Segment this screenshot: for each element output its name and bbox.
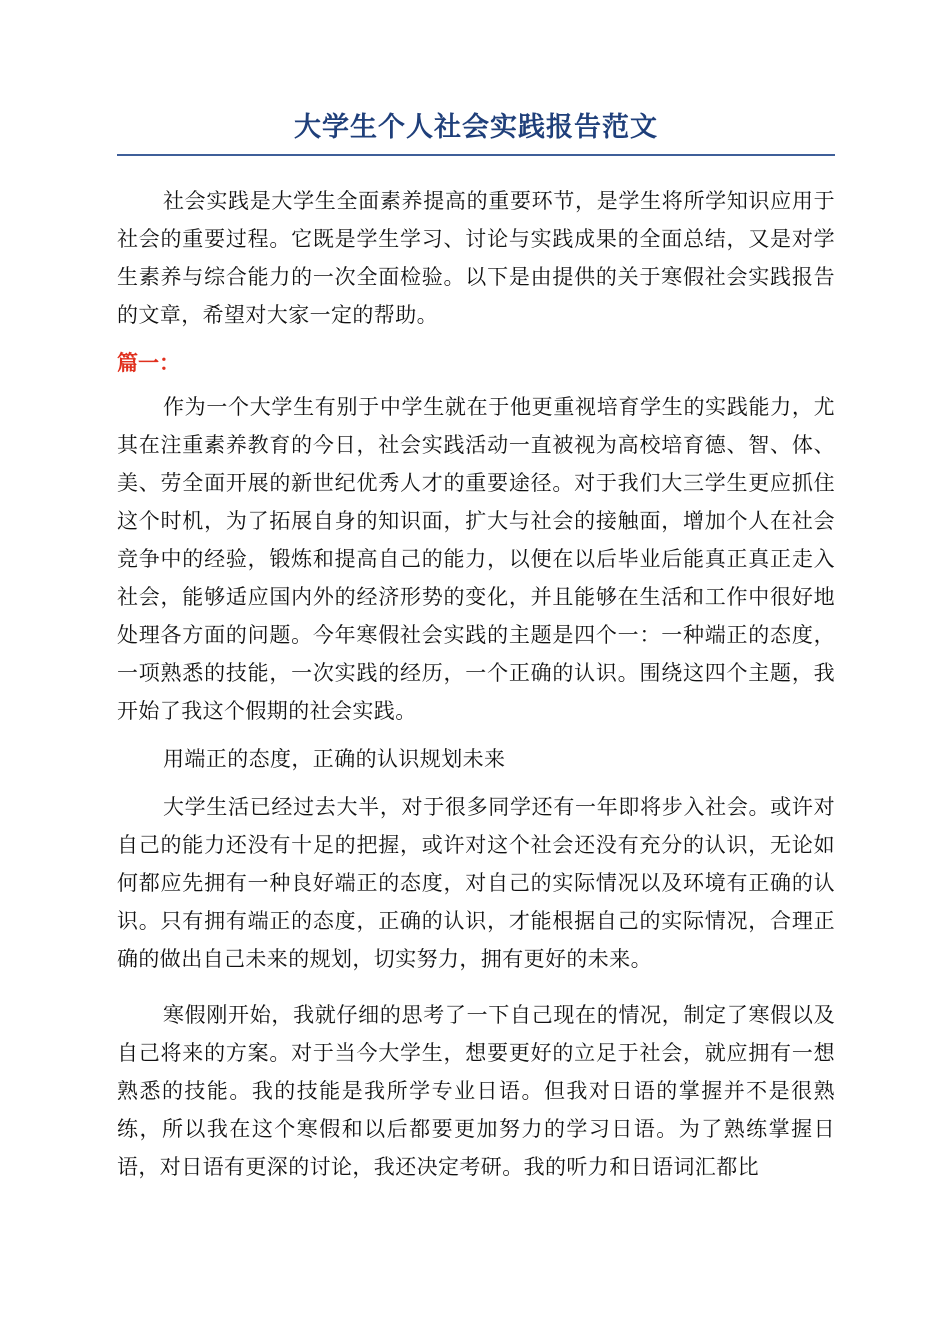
title-underline <box>117 154 835 156</box>
body-paragraph-1: 作为一个大学生有别于中学生就在于他更重视培育学生的实践能力，尤其在注重素养教育的今日，社会实践活动一直被视为高校培育德、智、体、美、劳全面开展的新世纪优秀人才的重要途径。对于我们大三学生更应抓住这个时机，为了拓展自身的知识面，扩大与社会的接触面，增加个人在社会竞争中的经验，锻炼和提高自己的能力，以便在以后毕业后能真正真正走入社会，能够适应国内外的经济形势的变化，并且能够在生活和工作中很好地处理各方面的问题。今年寒假社会实践的主题是四个一：一种端正的态度，一项熟悉的技能，一次实践的经历，一个正确的认识。围绕这四个主题，我开始了我这个假期的社会实践。 <box>117 395 835 723</box>
body-paragraph-4: 寒假刚开始，我就仔细的思考了一下自己现在的情况，制定了寒假以及自己将来的方案。对于当今大学生，想要更好的立足于社会，就应拥有一想熟悉的技能。我的技能是我所学专业日语。但我对日语的掌握并不是很熟练，所以我在这个寒假和以后都要更加努力的学习日语。为了熟练掌握日语，对日语有更深的讨论，我还决定考研。我的听力和日语词汇都比 <box>117 1003 835 1179</box>
body-paragraph-3: 大学生活已经过去大半，对于很多同学还有一年即将步入社会。或许对自己的能力还没有十足的把握，或许对这个社会还没有充分的认识，无论如何都应先拥有一种良好端正的态度，对自己的实际情况以及环境有正确的认识。只有拥有端正的态度，正确的认识，才能根据自己的实际情况，合理正确的做出自己未来的规划，切实努力，拥有更好的未来。 <box>117 795 835 971</box>
section-heading: 篇一： <box>117 351 180 375</box>
document-title: 大学生个人社会实践报告范文 <box>294 112 658 143</box>
body-paragraph-2: 用端正的态度，正确的认识规划未来 <box>163 747 506 771</box>
document-page <box>117 108 835 1186</box>
intro-paragraph: 社会实践是大学生全面素养提高的重要环节，是学生将所学知识应用于社会的重要过程。它既是学生学习、讨论与实践成果的全面总结，又是对学生素养与综合能力的一次全面检验。以下是由提供的关于寒假社会实践报告的文章，希望对大家一定的帮助。 <box>117 189 835 327</box>
